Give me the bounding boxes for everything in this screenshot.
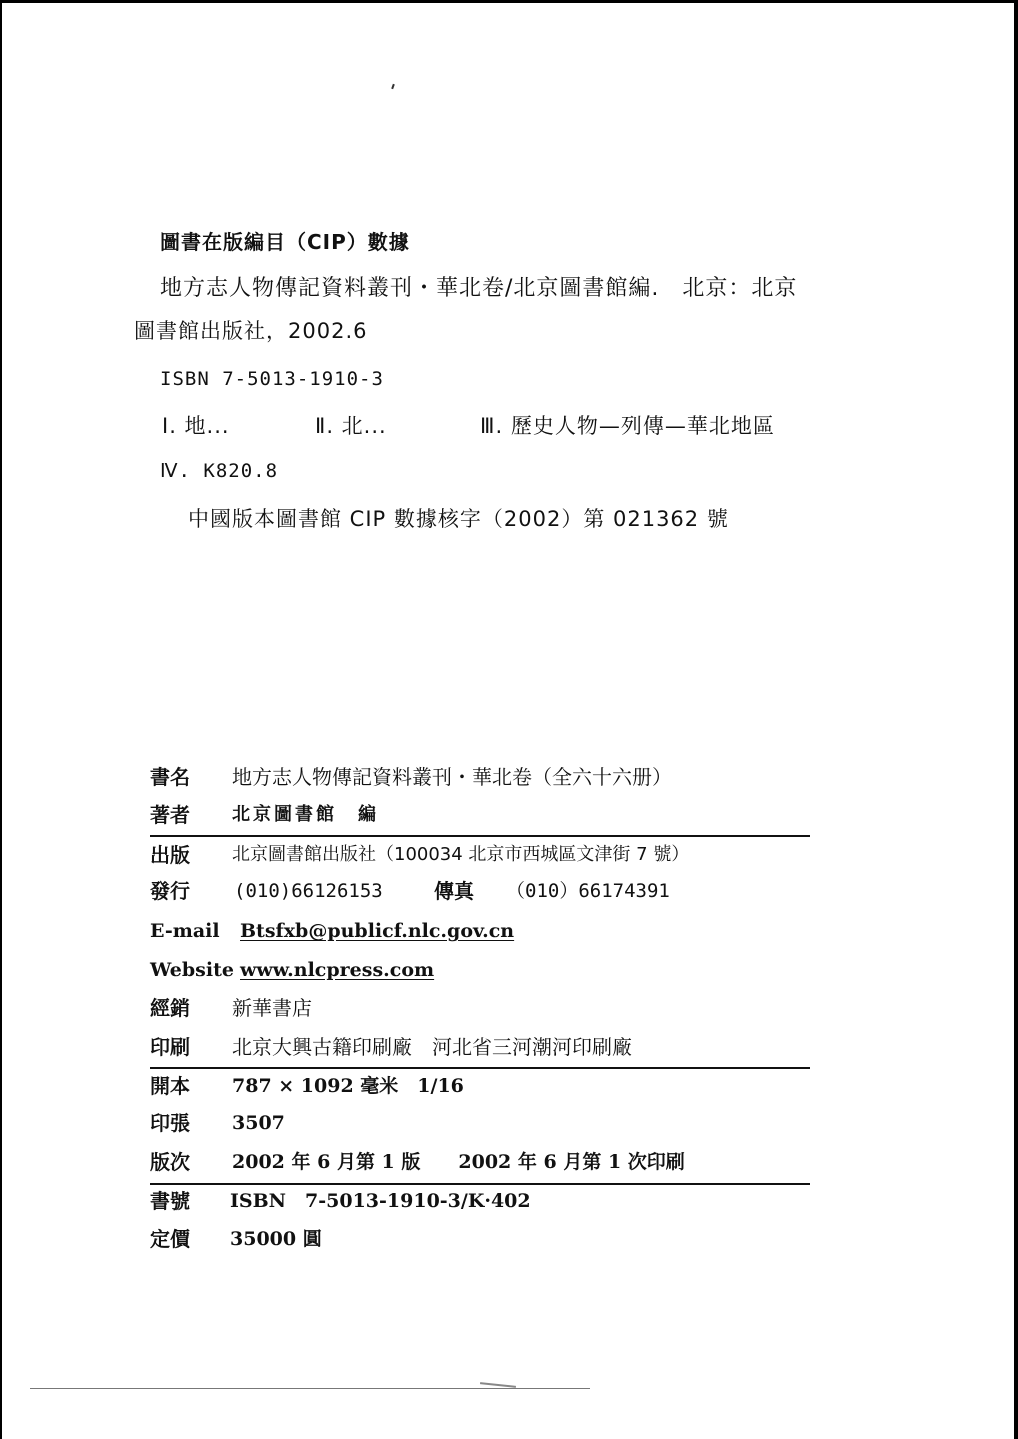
- edition-label: 版次: [150, 1150, 190, 1174]
- cip-heading: 圖書在版編目（CIP）數據: [160, 230, 410, 254]
- book-number-value: ISBN 7-5013-1910-3/K·402: [230, 1190, 531, 1212]
- cip-entry-line2: 圖書館出版社，2002.6: [134, 319, 368, 343]
- scan-line: [30, 1388, 590, 1389]
- distribution-phone: (010)66126153: [234, 880, 383, 902]
- page-border-left: [0, 0, 2, 1439]
- distribution-label: 發行: [150, 879, 190, 903]
- page-border-top: [0, 0, 1018, 3]
- cip-classification: Ⅳ. K820.8: [160, 460, 279, 482]
- price-value: 35000 圓: [230, 1228, 322, 1250]
- author-value: 北京圖書館 編: [232, 804, 379, 825]
- website-link[interactable]: www.nlcpress.com: [240, 959, 435, 981]
- title-value: 地方志人物傳記資料叢刊・華北卷（全六十六册）: [232, 765, 672, 789]
- seller-value: 新華書店: [232, 996, 312, 1020]
- email-label: E-mail: [150, 920, 220, 942]
- edition-value: 2002 年 6 月第 1 版 2002 年 6 月第 1 次印刷: [232, 1151, 685, 1173]
- cip-subject-2: Ⅱ. 北...: [315, 414, 387, 438]
- publisher-label: 出版: [150, 843, 190, 867]
- cip-subject-3: Ⅲ. 歷史人物—列傳—華北地區: [480, 414, 775, 438]
- format-label: 開本: [150, 1074, 190, 1098]
- format-value: 787 × 1092 毫米 1/16: [232, 1075, 464, 1097]
- sheets-label: 印張: [150, 1111, 190, 1135]
- title-label: 書名: [150, 765, 190, 789]
- seller-label: 經銷: [150, 996, 190, 1020]
- cip-subject-1: Ⅰ. 地...: [162, 414, 230, 438]
- cip-isbn: ISBN 7-5013-1910-3: [160, 368, 384, 390]
- printer-value: 北京大興古籍印刷廠 河北省三河潮河印刷廠: [232, 1035, 632, 1059]
- printer-label: 印刷: [150, 1035, 190, 1059]
- website-label: Website: [150, 959, 234, 981]
- cip-number: 中國版本圖書館 CIP 數據核字（2002）第 021362 號: [188, 507, 729, 531]
- publisher-value: 北京圖書館出版社（100034 北京市西城區文津街 7 號）: [232, 844, 690, 865]
- fax-label: 傳真: [434, 879, 474, 903]
- scan-line-fragment: [480, 1382, 516, 1388]
- cip-entry-line1: 地方志人物傳記資料叢刊・華北卷/北京圖書館編. 北京：北京: [160, 276, 798, 301]
- author-label: 著者: [150, 803, 190, 827]
- rule-1: [150, 835, 810, 837]
- scan-speck: [391, 84, 395, 89]
- page-border-right: [1014, 0, 1018, 1439]
- price-label: 定價: [150, 1227, 190, 1251]
- sheets-value: 3507: [232, 1112, 285, 1134]
- fax-value: （010）66174391: [506, 880, 670, 902]
- book-number-label: 書號: [150, 1189, 190, 1213]
- email-link[interactable]: Btsfxb@publicf.nlc.gov.cn: [240, 920, 515, 942]
